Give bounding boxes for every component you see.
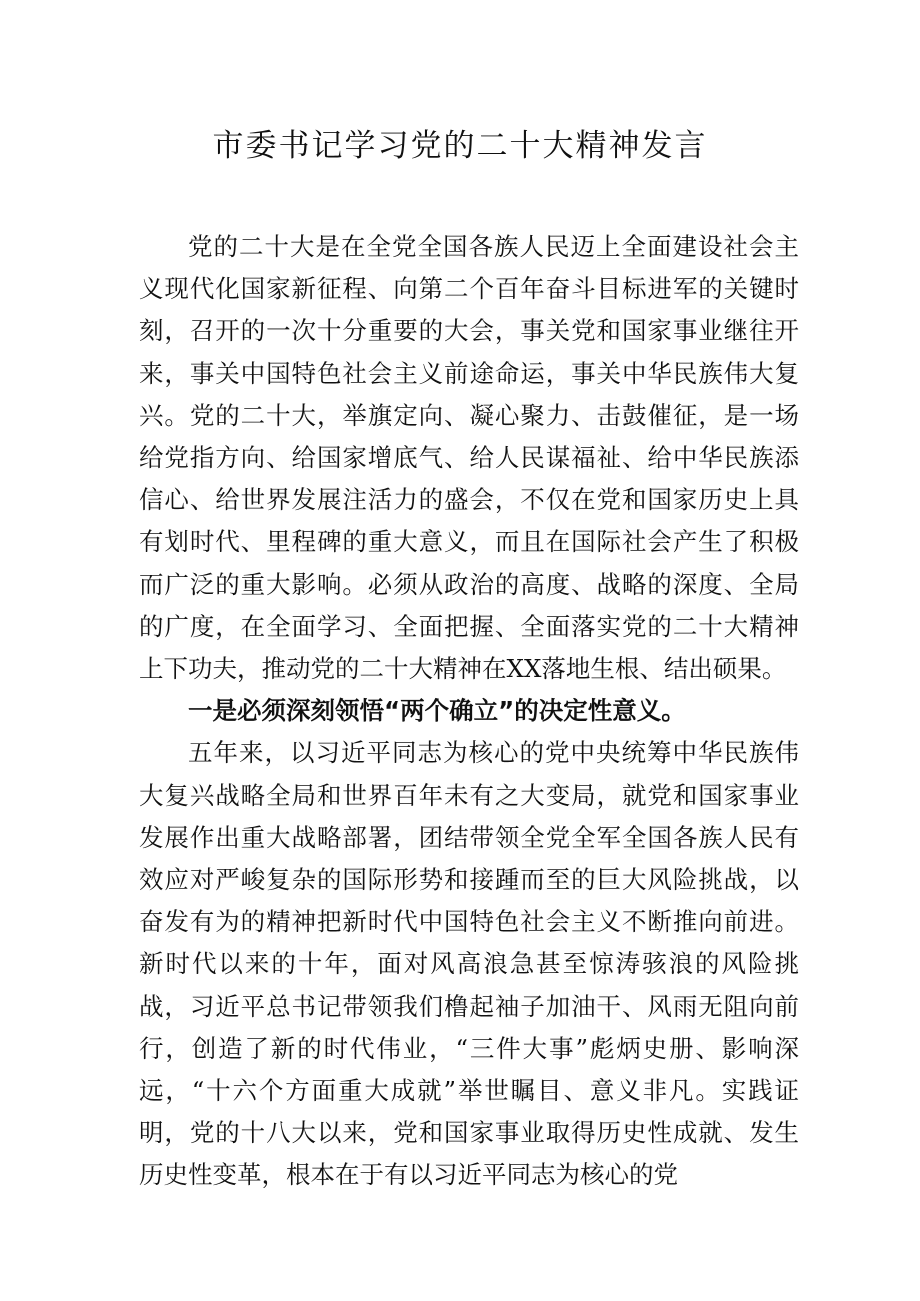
paragraph-intro: 党的二十大是在全党全国各族人民迈上全面建设社会主义现代化国家新征程、向第二个百年奋斗目标进军的关键时刻，召开的一次十分重要的大会，事关党和国家事业继往开来，事关中国特色社会主义前途命运，事关中华民族伟大复兴。党的二十大，举旗定向、凝心聚力、击鼓催征，是一场给党指方向、给国家增底气、给人民谋福祉、给中华民族添信心、给世界发展注活力的盛会，不仅在党和国家历史上具有划时代、里程碑的重大意义，而且在国际社会产生了积极而广泛的重大影响。必须从政治的高度、战略的深度、全局的广度，在全面学习、全面把握、全面落实党的二十大精神上下功夫，推动党的二十大精神在XX落地生根、结出硕果。 — [139, 232, 799, 684]
paragraph-section-1: 五年来，以习近平同志为核心的党中央统筹中华民族伟大复兴战略全局和世界百年未有之大变局，就党和国家事业发展作出重大战略部署，团结带领全党全军全国各族人民有效应对严峻复杂的国际形势和接踵而至的巨大风险挑战，以奋发有为的精神把新时代中国特色社会主义不断推向前进。新时代以来的十年，面对风高浪急甚至惊涛骇浪的风险挑战，习近平总书记带领我们橹起袖子加油干、风雨无阻向前行，创造了新的时代伟业，“三件大事”彪炳史册、影响深远，“十六个方面重大成就”举世瞩目、意义非凡。实践证明，党的十八大以来，党和国家事业取得历史性成就、发生历史性变革，根本在于有以习近平同志为核心的党 — [139, 738, 799, 1190]
document-body — [139, 226, 799, 1197]
section-heading-1: 一是必须深刻领悟“两个确立”的决定性意义。 — [188, 696, 686, 726]
document-title: 市委书记学习党的二十大精神发言 — [212, 128, 708, 164]
